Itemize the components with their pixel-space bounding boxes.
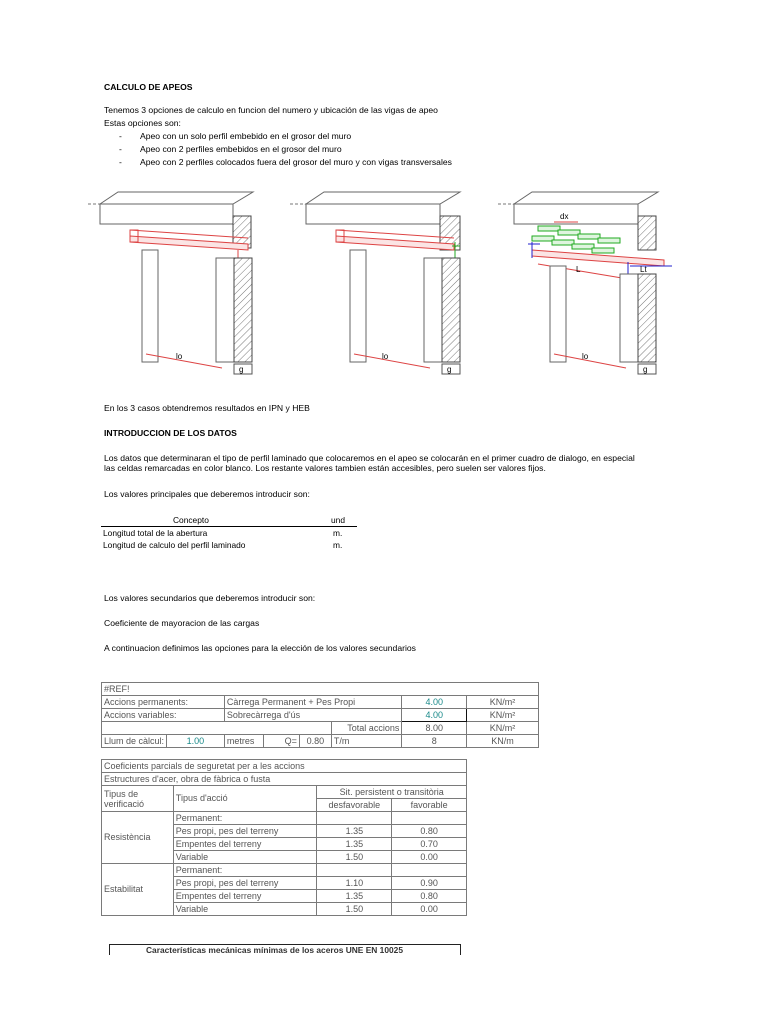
desf-cell: 1.35 (317, 890, 392, 903)
steel-characteristics-box (109, 944, 461, 955)
coef-line: Coeficiente de mayoracion de las cargas (104, 618, 260, 628)
bullet-dash: - (119, 157, 122, 167)
table-row (101, 539, 357, 551)
fav-cell: 0.00 (392, 903, 467, 916)
col-accio: Tipus d'acció (173, 786, 317, 812)
accio-cell: Permanent: (173, 864, 317, 877)
accio-cell: Pes propi, pes del terreny (173, 877, 317, 890)
intro-line-2: Estas opciones son: (104, 118, 181, 128)
var-unit: KN/m² (467, 709, 539, 722)
steel-characteristics-caption: Características mecánicas mínimas de los aceros UNE EN 10025 (146, 945, 403, 955)
fav-cell: 0.80 (392, 890, 467, 903)
fav-cell: 0.70 (392, 838, 467, 851)
desf-cell: 1.50 (317, 903, 392, 916)
intro-line-1: Tenemos 3 opciones de calculo en funcion del numero y ubicación de las vigas de apeo (104, 105, 438, 115)
figure-double-beam-embedded (290, 186, 472, 382)
heading-introduccion: INTRODUCCION DE LOS DATOS (104, 428, 237, 438)
paragraph-line-1: Los datos que determinaran el tipo de perfil laminado que colocaremos en el apeo se colocarán en el primer cuadro de dialogo, en especial (104, 453, 635, 463)
results-line: En los 3 casos obtendremos resultados en IPN y HEB (104, 403, 310, 413)
col-favorable: favorable (392, 799, 467, 812)
perm-value-input[interactable]: 4.00 (402, 696, 467, 709)
total-value: 8.00 (402, 722, 467, 735)
secondary-values-line: Los valores secundarios que deberemos introducir son: (104, 593, 316, 603)
loads-table (101, 682, 539, 748)
desf-cell: 1.35 (317, 838, 392, 851)
coef-title: Coeficients parcials de seguretat per a les accions (102, 760, 467, 773)
paragraph-line-2: las celdas remarcadas en color blanco. Los restante valores tambien están accesibles, pero suelen ser valores fijos. (104, 463, 546, 473)
ref-cell: #REF! (102, 683, 539, 696)
label-Lt: Lt (640, 265, 647, 274)
llum-label: Llum de càlcul: (102, 735, 167, 748)
llum-unit: metres (224, 735, 263, 748)
label-g: g (643, 365, 648, 374)
accio-cell: Empentes del terreny (173, 838, 317, 851)
accio-cell: Permanent: (173, 812, 317, 825)
unit-cell: m. (333, 540, 343, 550)
table-row (101, 527, 357, 539)
group-estabilitat: Estabilitat (102, 864, 174, 916)
header-concepto: Concepto (173, 515, 209, 525)
coefficients-table (101, 759, 467, 916)
perm-desc: Càrrega Permanent + Pes Propi (224, 696, 402, 709)
accio-cell: Variable (173, 903, 317, 916)
concept-cell: Longitud total de la abertura (103, 528, 208, 538)
label-lo: lo (176, 352, 183, 361)
desf-cell (317, 812, 392, 825)
llum-value-input[interactable]: 1.00 (167, 735, 225, 748)
q-unit: T/m (331, 735, 401, 748)
kn-value: 8 (402, 735, 467, 748)
fav-cell (392, 812, 467, 825)
bullet-dash: - (119, 144, 122, 154)
concept-table (101, 514, 357, 551)
var-desc: Sobrecàrrega d'ús (224, 709, 402, 722)
unit-cell: m. (333, 528, 343, 538)
total-unit: KN/m² (467, 722, 539, 735)
option-2: Apeo con 2 perfiles embebidos en el grosor del muro (140, 144, 342, 154)
desf-cell: 1.10 (317, 877, 392, 890)
kn-unit: KN/m (467, 735, 539, 748)
perm-label: Accions permanents: (102, 696, 225, 709)
header-und: und (331, 515, 345, 525)
group-resistencia: Resistència (102, 812, 174, 864)
col-sit: Sit. persistent o transitòria (317, 786, 467, 799)
label-g: g (239, 365, 244, 374)
var-value-input[interactable]: 4.00 (402, 709, 467, 722)
fav-cell: 0.80 (392, 825, 467, 838)
desf-cell: 1.35 (317, 825, 392, 838)
continuation-line: A continuacion definimos las opciones para la elección de los valores secundarios (104, 643, 416, 653)
total-label: Total accions (331, 722, 401, 735)
fav-cell: 0.90 (392, 877, 467, 890)
bullet-dash: - (119, 131, 122, 141)
label-dx: dx (560, 212, 569, 221)
fav-cell: 0.00 (392, 851, 467, 864)
accio-cell: Variable (173, 851, 317, 864)
q-value: 0.80 (299, 735, 331, 748)
perm-unit: KN/m² (467, 696, 539, 709)
figure-double-beam-transversal (498, 186, 672, 382)
principal-values-line: Los valores principales que deberemos introducir son: (104, 489, 310, 499)
label-lo: lo (582, 352, 589, 361)
col-desfavorable: desfavorable (317, 799, 392, 812)
desf-cell (317, 864, 392, 877)
coef-subtitle: Estructures d'acer, obra de fàbrica o fusta (102, 773, 467, 786)
concept-cell: Longitud de calculo del perfil laminado (103, 540, 246, 550)
accio-cell: Pes propi, pes del terreny (173, 825, 317, 838)
label-L: L (576, 265, 581, 274)
figure-single-beam (88, 186, 268, 382)
option-1: Apeo con un solo perfil embebido en el grosor del muro (140, 131, 352, 141)
var-label: Accions variables: (102, 709, 225, 722)
label-g: g (447, 365, 452, 374)
desf-cell: 1.50 (317, 851, 392, 864)
label-lo: lo (382, 352, 389, 361)
q-label: Q= (264, 735, 300, 748)
accio-cell: Empentes del terreny (173, 890, 317, 903)
fav-cell (392, 864, 467, 877)
option-3: Apeo con 2 perfiles colocados fuera del grosor del muro y con vigas transversales (140, 157, 452, 167)
concept-table-header (101, 514, 357, 527)
col-verificacio: Tipus de verificació (102, 786, 174, 812)
heading-calculo-apeos: CALCULO DE APEOS (104, 82, 193, 92)
